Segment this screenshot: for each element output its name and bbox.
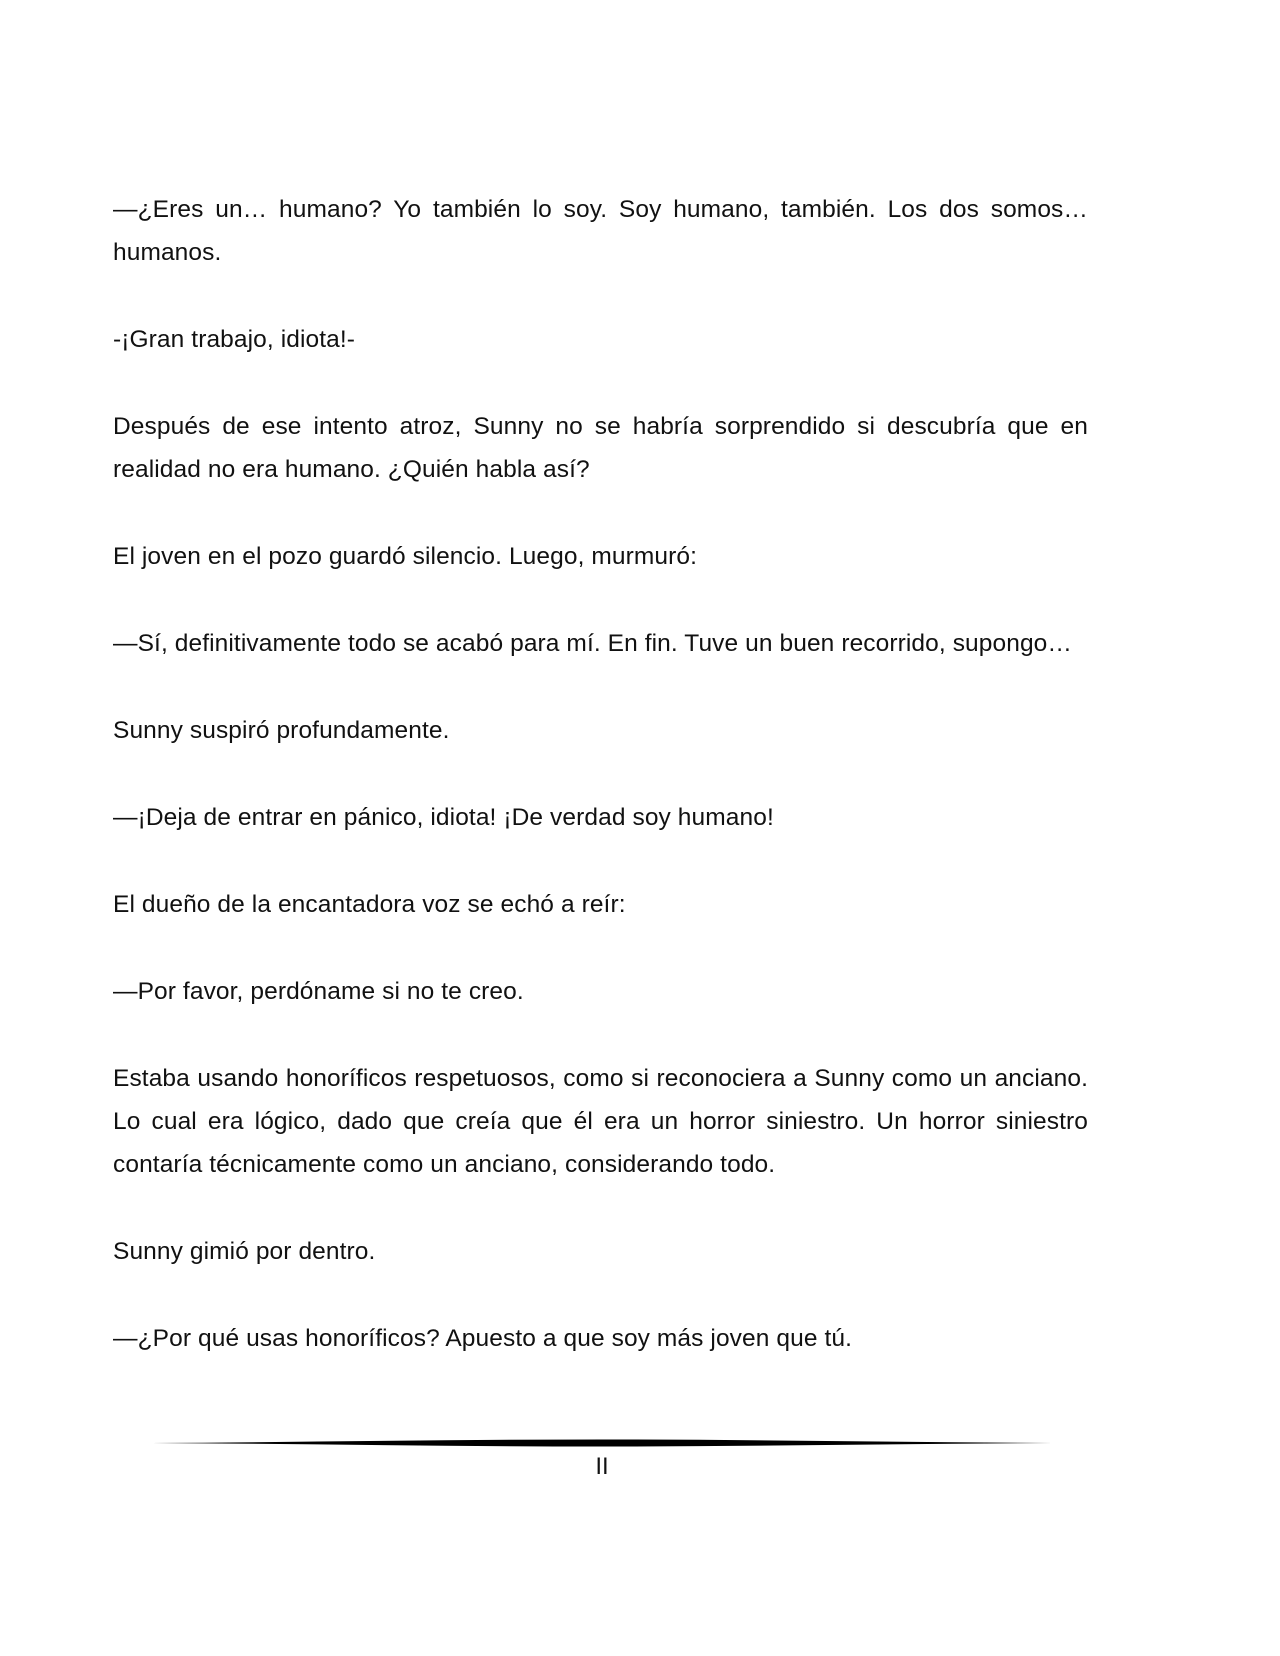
paragraph: —Por favor, perdóname si no te creo.: [113, 978, 524, 1005]
paragraph: -¡Gran trabajo, idiota!-: [113, 326, 356, 353]
paragraph: —Sí, definitivamente todo se acabó para mí. En fin. Tuve un buen recorrido, supongo…: [113, 630, 1073, 657]
footer-divider: [152, 1437, 1052, 1449]
paragraph: —¡Deja de entrar en pánico, idiota! ¡De verdad soy humano!: [113, 804, 774, 831]
paragraph: Sunny suspiró profundamente.: [113, 717, 450, 744]
paragraph: —¿Eres un… humano? Yo también lo soy. Soy humano, también. Los dos somos… humanos.: [113, 196, 1088, 266]
page-number: II: [595, 1453, 609, 1480]
paragraph: Después de ese intento atroz, Sunny no se habría sorprendido si descubría que en realidad no era humano. ¿Quién habla así?: [113, 413, 1088, 483]
paragraph: El joven en el pozo guardó silencio. Luego, murmuró:: [113, 543, 698, 570]
paragraph: Sunny gimió por dentro.: [113, 1238, 376, 1265]
paragraph: Estaba usando honoríficos respetuosos, como si reconociera a Sunny como un anciano. Lo cual era lógico, dado que creía que él era un horror siniestro. Un horror siniestro contaría técnicamente como un anciano, considerando todo.: [113, 1065, 1088, 1178]
paragraph: —¿Por qué usas honoríficos? Apuesto a que soy más joven que tú.: [113, 1325, 853, 1352]
footer-divider-swash: [152, 1440, 1052, 1447]
paragraph: El dueño de la encantadora voz se echó a reír:: [113, 891, 626, 918]
page-body: [113, 188, 1088, 1404]
